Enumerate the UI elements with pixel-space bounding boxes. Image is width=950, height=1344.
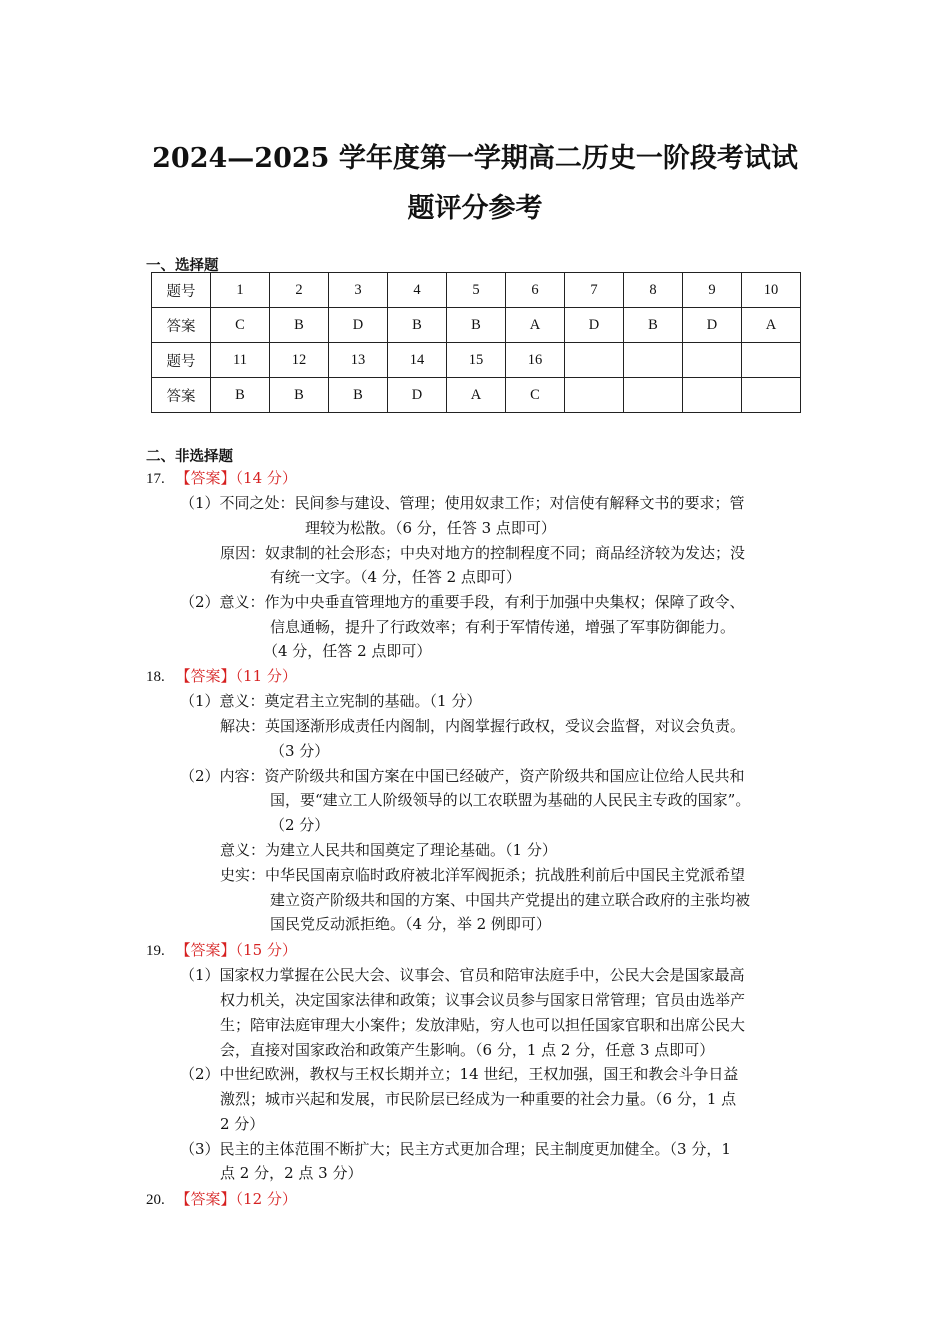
question-18-header — [146, 666, 297, 687]
answer-line: （1）不同之处：民间参与建设、管理；使用奴隶工作；对信使有解释文书的要求；管 — [180, 494, 745, 512]
table-cell — [742, 343, 801, 378]
question-number: 17. — [146, 471, 165, 487]
table-cell — [624, 343, 683, 378]
table-cell: 14 — [388, 343, 447, 378]
answer-line: 会，直接对国家政治和政策产生影响。（6 分，1 点 2 分，任意 3 点即可） — [220, 1041, 715, 1059]
table-cell: 1 — [211, 273, 270, 308]
table-row — [152, 378, 801, 413]
answer-line: 史实：中华民国南京临时政府被北洋军阀扼杀；抗战胜利前后中国民主党派希望 — [220, 866, 746, 884]
answer-line: 国民党反动派拒绝。（4 分，举 2 例即可） — [270, 915, 551, 933]
table-header-cell: 答案 — [152, 308, 211, 343]
question-number: 19. — [146, 943, 165, 959]
table-cell: 15 — [447, 343, 506, 378]
table-cell — [683, 378, 742, 413]
table-cell: D — [565, 308, 624, 343]
answer-line: 意义：为建立人民共和国奠定了理论基础。（1 分） — [220, 841, 557, 859]
table-cell: A — [506, 308, 565, 343]
answer-line: 有统一文字。（4 分，任答 2 点即可） — [270, 568, 521, 586]
table-row — [152, 273, 801, 308]
table-cell — [624, 378, 683, 413]
table-cell: D — [329, 308, 388, 343]
answer-line: 点 2 分，2 点 3 分） — [220, 1164, 363, 1182]
document-title-line-2: 题评分参考 — [407, 193, 543, 224]
answer-line: 解决：英国逐渐形成责任内阁制，内阁掌握行政权，受议会监督，对议会负责。 — [220, 717, 746, 735]
answer-line: 2 分） — [220, 1115, 265, 1133]
table-cell: 6 — [506, 273, 565, 308]
table-cell: 9 — [683, 273, 742, 308]
table-row — [152, 343, 801, 378]
table-cell: 5 — [447, 273, 506, 308]
answer-line: （2）中世纪欧洲，教权与王权长期并立；14 世纪，王权加强，国王和教会斗争日益 — [180, 1065, 739, 1083]
table-header-cell: 题号 — [152, 273, 211, 308]
answer-line: （3 分） — [270, 742, 330, 760]
table-cell: 4 — [388, 273, 447, 308]
table-cell — [742, 378, 801, 413]
table-row — [152, 308, 801, 343]
table-cell: 8 — [624, 273, 683, 308]
table-cell: B — [270, 378, 329, 413]
table-cell: 16 — [506, 343, 565, 378]
answer-line: 生；陪审法庭审理大小案件；发放津贴，穷人也可以担任国家官职和出席公民大 — [220, 1016, 746, 1034]
answer-line: （3）民主的主体范围不断扩大；民主方式更加合理；民主制度更加健全。（3 分，1 — [180, 1140, 731, 1158]
score-label: （15 分） — [235, 941, 297, 959]
question-20-header — [146, 1189, 297, 1210]
score-label: （11 分） — [235, 667, 297, 685]
table-cell: C — [211, 308, 270, 343]
answer-line: （2）意义：作为中央垂直管理地方的重要手段，有利于加强中央集权；保障了政令、 — [180, 593, 745, 611]
table-cell: D — [683, 308, 742, 343]
answer-line: （1）意义：奠定君主立宪制的基础。（1 分） — [180, 692, 482, 710]
section-heading-non-multiple-choice: 二、非选择题 — [146, 448, 233, 465]
score-label: （14 分） — [235, 469, 297, 487]
table-cell: 10 — [742, 273, 801, 308]
table-cell: A — [742, 308, 801, 343]
answer-tag: 【答案】 — [175, 1190, 236, 1208]
question-17-header — [146, 468, 297, 489]
table-cell: 3 — [329, 273, 388, 308]
answer-tag: 【答案】 — [175, 941, 236, 959]
answer-line: （1）国家权力掌握在公民大会、议事会、官员和陪审法庭手中，公民大会是国家最高 — [180, 966, 745, 984]
score-label: （12 分） — [235, 1190, 297, 1208]
question-number: 20. — [146, 1192, 165, 1208]
table-cell — [565, 343, 624, 378]
table-cell: D — [388, 378, 447, 413]
table-cell — [683, 343, 742, 378]
question-number: 18. — [146, 669, 165, 685]
table-cell — [565, 378, 624, 413]
table-cell: 7 — [565, 273, 624, 308]
table-cell: 2 — [270, 273, 329, 308]
table-cell: A — [447, 378, 506, 413]
answer-tag: 【答案】 — [175, 469, 236, 487]
answer-line: 原因：奴隶制的社会形态；中央对地方的控制程度不同；商品经济较为发达；没 — [220, 544, 746, 562]
section-heading-multiple-choice: 一、选择题 — [146, 257, 219, 274]
answer-line: 信息通畅，提升了行政效率；有利于军情传递，增强了军事防御能力。 — [270, 618, 736, 636]
table-cell: B — [211, 378, 270, 413]
answer-tag: 【答案】 — [175, 667, 236, 685]
answer-line: 理较为松散。（6 分，任答 3 点即可） — [305, 519, 556, 537]
table-cell: 11 — [211, 343, 270, 378]
table-cell: C — [506, 378, 565, 413]
answer-line: 权力机关，决定国家法律和政策；议事会议员参与国家日常管理；官员由选举产 — [220, 991, 746, 1009]
table-cell: B — [447, 308, 506, 343]
answer-line: 激烈；城市兴起和发展，市民阶层已经成为一种重要的社会力量。（6 分，1 点 — [220, 1090, 737, 1108]
document-title-line-1: 2024—2025 学年度第一学期高二历史一阶段考试试 — [152, 143, 798, 174]
answer-line: （4 分，任答 2 点即可） — [263, 642, 432, 660]
table-cell: 13 — [329, 343, 388, 378]
table-cell: B — [388, 308, 447, 343]
table-cell: B — [624, 308, 683, 343]
answer-line: 国，要“建立工人阶级领导的以工农联盟为基础的人民民主专政的国家”。 — [270, 791, 751, 809]
answer-line: （2 分） — [270, 816, 330, 834]
table-cell: 12 — [270, 343, 329, 378]
answer-line: 建立资产阶级共和国的方案、中国共产党提出的建立联合政府的主张均被 — [270, 891, 751, 909]
question-19-header — [146, 940, 297, 961]
table-header-cell: 答案 — [152, 378, 211, 413]
table-cell: B — [270, 308, 329, 343]
table-header-cell: 题号 — [152, 343, 211, 378]
table-cell: B — [329, 378, 388, 413]
answer-table — [151, 272, 801, 413]
answer-line: （2）内容：资产阶级共和国方案在中国已经破产，资产阶级共和国应让位给人民共和 — [180, 767, 745, 785]
